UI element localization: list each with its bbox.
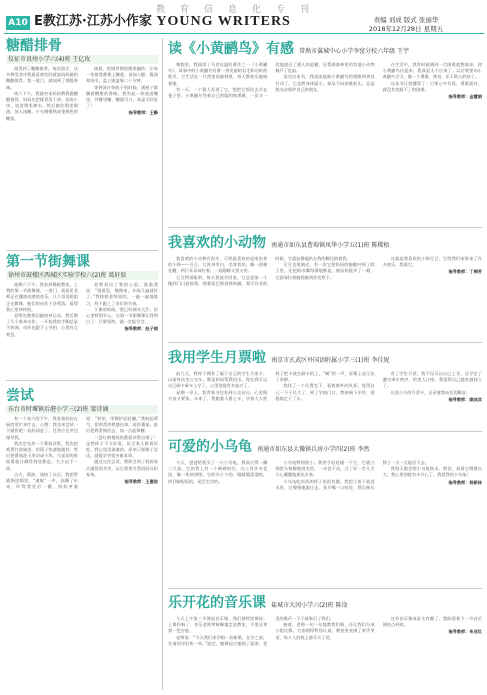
- article-title: 我用学生月票啦: [168, 350, 266, 366]
- section-divider: [6, 380, 158, 381]
- section-divider: [6, 250, 158, 251]
- section-title-cn: E教江苏·江苏小作家: [34, 14, 152, 29]
- paragraph: 前几天，我终于拥有了属于自己的学生月票卡。以前每次坐公交车，都是妈妈帮我投币，现在我可以自己刷卡乘车上学了，心里别提有多高兴了。: [168, 371, 268, 389]
- editor-line: 责编 刘成 版式 张丽华: [373, 16, 439, 24]
- paragraph: 接着，把排骨倒进锅里翻炒，让每一块排骨都裹上糖浆，再加入醋、酱油和清水，盖上锅盖焖二十分钟。: [86, 66, 158, 84]
- paragraph: 这张小小的月票卡，记录着我成长的脚步。: [390, 389, 471, 395]
- paragraph: 我喜欢的小动物有很多，可我最喜欢的是家里养的小狗——豆豆。它浑身雪白，毛茸茸的，像一团棉花糖，两只耳朵耷拉着，一双眼睛又黑又亮。: [168, 256, 268, 274]
- paragraph: 有了学生月票，我不仅可以自己上学，还学会了遵守乘车秩序、给老人让座。我觉得自己越来越独立了。: [382, 371, 482, 389]
- article-body: [6, 66, 158, 242]
- article-pet: [168, 232, 482, 340]
- article-title: 糖醋排骨: [6, 38, 62, 54]
- paragraph: 星期一早上，我背着书包来到公交站台，心里既兴奋又紧张。车来了，我跟着人群上车，学着大人的样子把卡放在刷卡机上，“嘀”的一声，屏幕上显示出了余额。: [168, 371, 375, 401]
- article-byline: 南通市如东县大豫镇兵房小学四(2)班 李然: [257, 446, 370, 453]
- paragraph: 老师看出了我的心思，鼓励我说：“别着急，慢慢来，多练几遍就好了。”我按照老师说的，一遍一遍地练习，终于跟上了音乐的节奏。: [86, 282, 158, 306]
- page-number: A10: [6, 16, 30, 30]
- article-byline: 盐城市大冈小学六(2)班 陈淦: [271, 602, 348, 609]
- article-title: 读《小黄鹂鸟》有感: [168, 41, 294, 57]
- article-teacher: 指导教师：王静: [128, 110, 158, 116]
- paragraph: 寒假里，我阅读了马克吐温的著作之一《小黄鹂鸟》。故事中的小黄鹂鸟有着一身美丽的羽毛和动听的歌声，它生活在一片茂密的森林里，每天都快乐地唱着歌。: [168, 62, 268, 86]
- article-body: [6, 282, 158, 378]
- paragraph: 今天，爸爸给我买了一只小乌龟，我高兴得一蹦三尺高。它的背上有一个硬硬的壳，壳上有许多花纹，像一块块拼图。它的头小小的，眼睛圆溜溜的，四只脚短短的，尾巴尖尖的。: [168, 460, 268, 484]
- article-byline: 东台市时堰镇后港小学三(2)班 梁诗涵: [6, 405, 158, 414]
- article-byline: 常熟市翼城中心小学李窑分校六年级 王宇: [299, 48, 410, 55]
- article-music: [168, 592, 482, 690]
- article-teacher: 指导教师：王惠俊: [124, 479, 158, 485]
- article-teacher: 指导教师：顾成宾: [448, 396, 482, 402]
- article-tangyu: [6, 38, 158, 246]
- publication-info: [328, 16, 484, 34]
- section-divider: [168, 227, 482, 228]
- section-title: [34, 13, 291, 31]
- paragraph: 一盘红黄相间的番茄炒蛋出锅了！虽然样子不太好看，但全家人都说好吃。我心里美滋滋的，原来只要敢于尝试，就能学会很多新本领。: [86, 434, 158, 459]
- paragraph: 老师先教我们做热身运动，然后教了几个基本动作。一开始我的手脚总是不协调，动作也跟不上节拍，心里有点着急。: [6, 313, 78, 337]
- article-body: [168, 616, 482, 692]
- article-title: 尝试: [6, 388, 34, 404]
- paragraph: 小乌龟吃东西的样子也很有趣。我把小鱼干放进水里，它慢慢地游过去，张开嘴一口咬住，然后伸长脖子一点一点地吞下去。: [275, 460, 429, 490]
- paragraph: 小乌龟特别胆小。我用手轻轻碰一下它，它就立刻把头和脚缩进壳里，一动也不动，过了好一会儿才小心翼翼地探出头来。: [275, 460, 375, 478]
- article-title: 我喜欢的小动物: [168, 235, 266, 251]
- paragraph: 这本书让我懂得了：只要心中有爱，勇敢面对，就没有克服不了的困难。: [382, 80, 482, 92]
- article-teacher: 指导教师：朱亚红: [448, 629, 482, 635]
- paragraph: 在生活中，我有时候遇到一点困难就想放弃，和小黄鹂鸟比起来，我真是太不应该了。以后我要向小黄鹂鸟学习，做一个勇敢、善良、乐于助人的孩子。: [382, 62, 482, 80]
- paragraph: 星期六下午，我来到舞蹈教室，上我的第一节街舞课。一进门，就看见老师正在播放动感的音乐，几个哥哥姐姐正在跳舞，他们的动作干净利落，看得我心里痒痒的。: [6, 282, 78, 312]
- paragraph: 豆豆也很调皮，有一次它把妈妈的拖鞋叼到了院子里，还把纸巾撕得满地都是，被妈妈批评了一顿，它就耷拉着脑袋躲到沙发底下。: [275, 262, 375, 280]
- paragraph: 周六下午，我就央求妈妈教我做糖醋排骨。妈妈先把排骨洗干净，切成小块，放进锅里焯水。然后她往锅里倒油，放入冰糖，小火慢慢熬成金黄色的糖浆。: [6, 90, 78, 121]
- article-byline: 南通市如东县曹埠镇凤华小学五(1)班 陈稀梧: [271, 242, 390, 249]
- section-divider: [168, 342, 482, 343]
- article-title: 可爱的小乌龟: [168, 439, 252, 455]
- article-byline: 南京市玄武区外国语附属小学三(1)班 李佳妮: [271, 357, 390, 364]
- article-body: [168, 62, 482, 226]
- column-divider: [162, 38, 163, 690]
- masthead: [0, 0, 487, 34]
- paragraph: 今天上午第三节课是音乐课，我们都特别期待。上课铃响了，音乐老师笑眯眯地走进教室，手里还拿着一把吉他。: [168, 616, 268, 634]
- paragraph: 我决定先炒一个番茄炒蛋。我先把鸡蛋打进碗里，用筷子快速地搅拌，然后把番茄洗干净切成小块。可是切的时候番茄汁溅得到处都是，大小也不一样。: [6, 440, 78, 471]
- article-body: [168, 371, 482, 433]
- paragraph: 接着，老师一句一句地教我们唱，还让我们分成小组比赛。大家唱得特别认真，教室里充满了欢声笑语，每个人的脸上都乐开了花。: [275, 622, 375, 640]
- paragraph: 读完这本书，我深深地被小黄鹂鸟的勇敢和善良打动了。它虽然身体弱小，却从不向困难低头，总是想办法保护自己和朋友。: [275, 74, 375, 92]
- paragraph: 下课的时候，我已经满头大汗，但心里特别开心。这第一节街舞课让我明白了：只要坚持，就一定能学会。: [86, 306, 158, 325]
- article-shenghuo: [168, 347, 482, 429]
- article-weilai: [168, 38, 482, 224]
- article-teacher: 指导教师：杨新林: [448, 479, 482, 485]
- paragraph: 点火，倒油，油热了以后，我把蛋液倒进锅里，“滋啦”一声，油溅了出来，吓得我往后一跳。妈妈笑着说：“别怕，用锅铲轻轻翻。”我鼓起勇气，把鸡蛋炒熟盛出来，再炒番茄，最后把鸡蛋倒回去，加一点盐和糖。: [6, 416, 158, 490]
- article-body: [6, 416, 158, 692]
- paragraph: 我找了一个位置坐下，看着窗外的风景，觉得自己一下子长大了。到了学校门口，我按响下车铃，稳稳地走下了车。: [275, 383, 375, 401]
- date-line: 2018年12月28日 星期五: [368, 25, 444, 33]
- section-divider: [168, 431, 482, 432]
- paragraph: 这节音乐课真是太有趣了，我盼望着下一节音乐课快点到来。: [382, 616, 482, 628]
- article-try: [6, 388, 158, 690]
- article-title: 第一节街舞课: [6, 254, 90, 270]
- masthead-divider: [4, 33, 484, 34]
- paragraph: 我每天都会给小乌龟换水、喂食，看着它慢慢长大，我心里别提有多开心了。我爱我的小乌龟！: [382, 466, 482, 478]
- article-body: [168, 460, 482, 588]
- article-title: 乐开花的音乐课: [168, 595, 266, 611]
- article-teacher: 指导教师：丁梅芳: [448, 269, 482, 275]
- masthead-slogan: 教育信息化专刊: [155, 5, 324, 15]
- paragraph: 豆豆特别聪明。每天我放学回家，它总是第一个跑到门口迎接我，摇着尾巴围着我转圈。我写作业的时候，它就安静地趴在我的脚边陪着我。: [168, 256, 351, 286]
- paragraph: 有一天，一个猎人发现了它，想把它抓回去关在笼子里。小黄鹂鸟凭着自己的聪明和勇敢，一次又一次地逃过了猎人的追捕，还帮助森林里的其他小动物躲开了危险。: [168, 62, 375, 99]
- paragraph: 有一个周六的下午，我看着妈妈在厨房里忙来忙去，心想：我也来尝试一下做饭吧！妈妈同意了，还答应在旁边指导我。: [6, 416, 78, 440]
- article-wugui: [168, 436, 482, 586]
- paragraph: 这就是我喜欢的小狗豆豆，它给我们家带来了许多欢乐，我爱它。: [382, 256, 482, 268]
- paragraph: 通过这次尝试，我体会到了妈妈每天做饭的辛苦，以后我要多帮妈妈分担家务。: [86, 459, 158, 477]
- paragraph: 等到汤汁快收干的时候，满屋子都飘着酸甜的香味。我夹起一块放进嘴里，外酥里嫩，酸甜可口，真是太好吃了！: [86, 84, 158, 109]
- article-byline: 徐州市鼓楼区西城区实验学校六(2)班 葛轩辰: [6, 271, 158, 280]
- article-body: [168, 256, 482, 342]
- article-teacher: 指导教师：赵子娟: [124, 326, 158, 332]
- section-divider: [168, 588, 482, 589]
- article-byline: 仪征市真州小学六(4)班 王亿玫: [6, 55, 158, 64]
- paragraph: 老师说：“今天我们来学唱一首新歌，在学之前，先请同学们听一听。”说完，她弹起吉他唱了起来，优美的歌声一下子就吸引了我们。: [168, 616, 334, 646]
- paragraph: 闻得到了糖醋排骨，每次放学，这多种美食中我最喜欢吃的就是妈妈做的糖醋排骨。我一进门，就闻到了那股香味。: [6, 66, 78, 90]
- article-teacher: 指导教师：金慧娟: [448, 94, 482, 100]
- section-title-en: YOUNG WRITERS: [156, 14, 291, 29]
- article-snow: [6, 254, 158, 374]
